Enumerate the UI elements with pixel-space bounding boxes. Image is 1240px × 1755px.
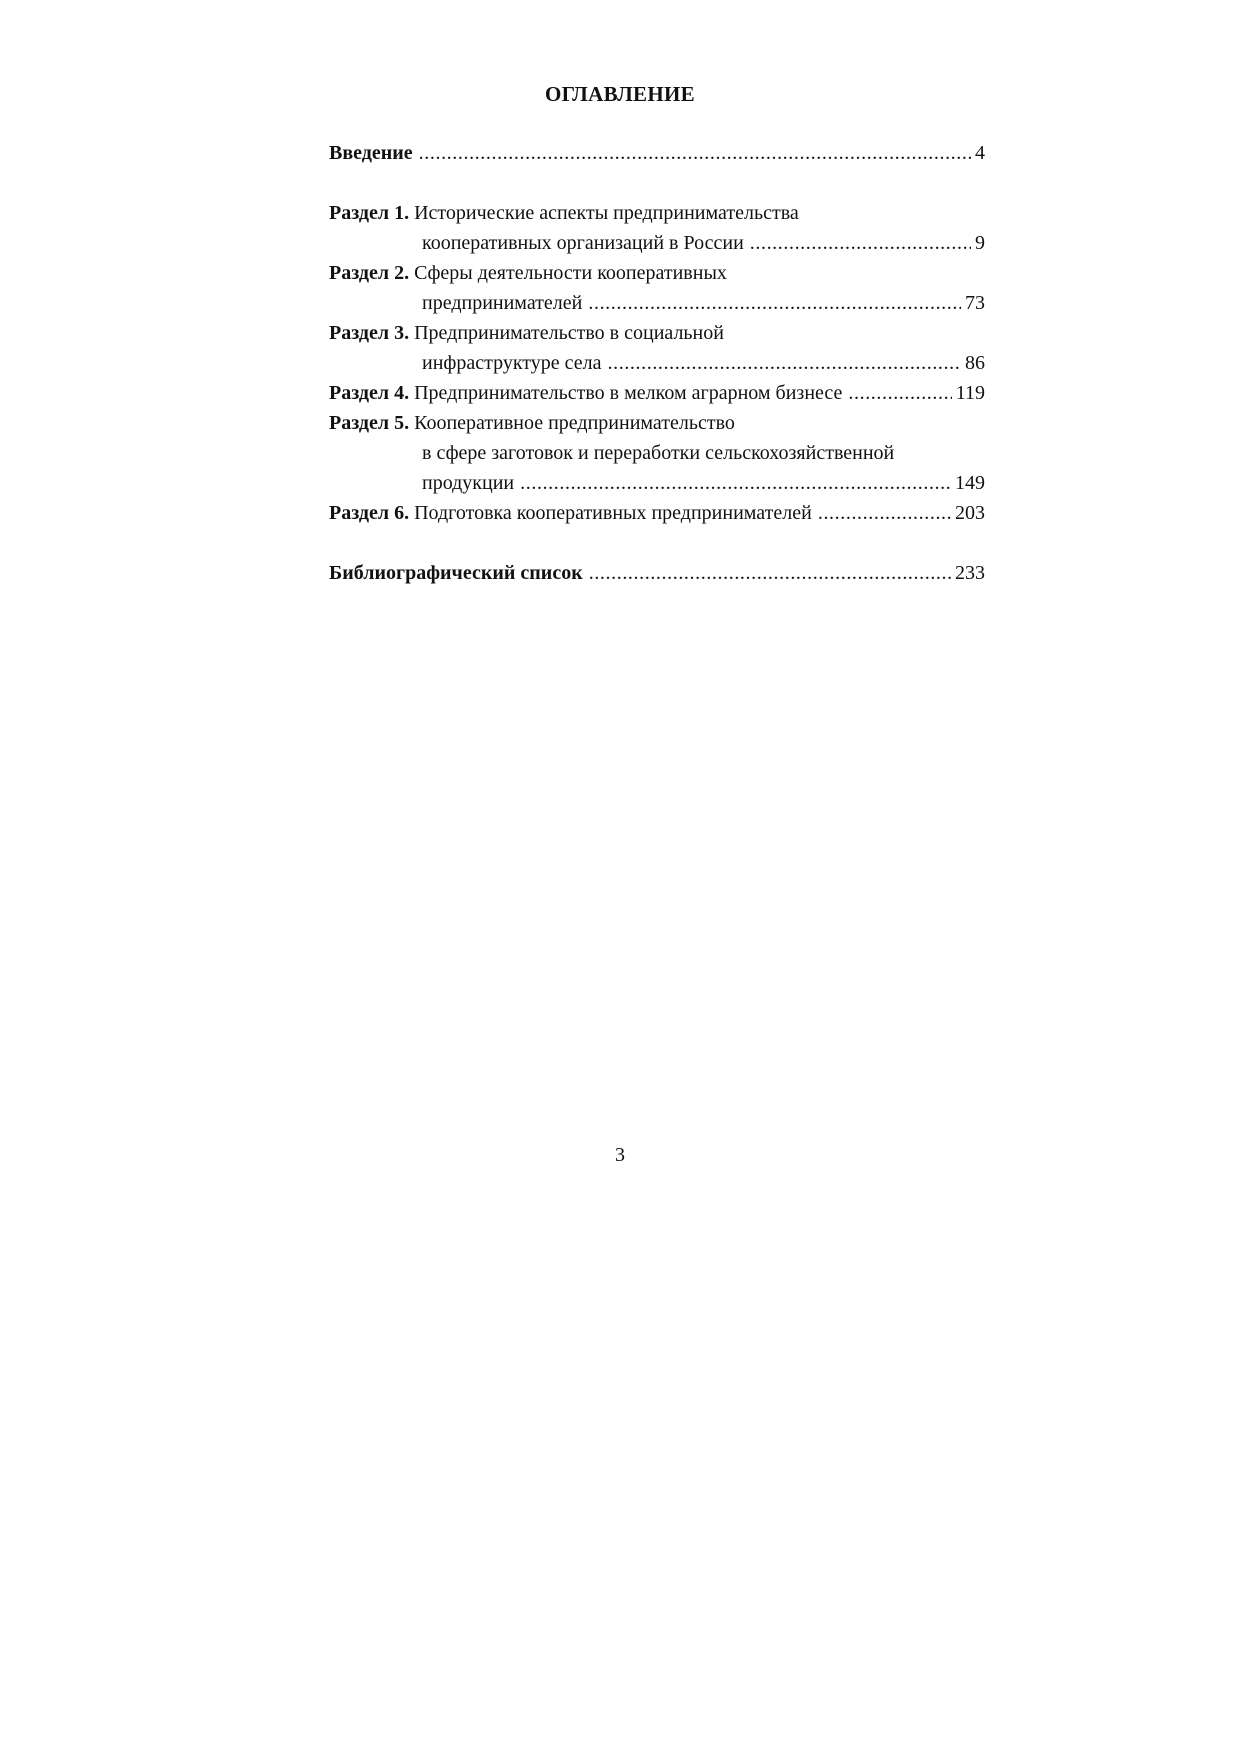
toc-entry-section-5[interactable] <box>329 408 985 498</box>
toc-page-number: 4 <box>975 142 985 164</box>
toc-entry-title: Подготовка кооперативных предпринимателей <box>414 502 812 524</box>
toc-entry-section-2[interactable] <box>329 258 985 318</box>
page-title: ОГЛАВЛЕНИЕ <box>545 82 695 106</box>
leader-dots <box>848 378 951 408</box>
leader-dots <box>588 288 961 318</box>
toc-entry-section-3[interactable] <box>329 318 985 378</box>
toc-entry-title-cont: продукции <box>422 472 515 494</box>
toc-entry-section-1[interactable] <box>329 198 985 258</box>
leader-dots <box>419 138 971 168</box>
toc-entry-label: Раздел 1. <box>329 202 410 224</box>
leader-dots <box>589 558 951 588</box>
toc-entry-label: Раздел 5. <box>329 412 410 434</box>
leader-dots <box>818 498 951 528</box>
toc-entry-title-cont: предпринимателей <box>422 292 583 314</box>
toc-entry-title: Исторические аспекты предпринимательства <box>414 202 799 224</box>
toc-page-number: 73 <box>965 292 985 314</box>
table-of-contents <box>329 138 985 588</box>
toc-entry-label: Раздел 6. <box>329 502 410 524</box>
toc-entry-label: Раздел 3. <box>329 322 410 344</box>
toc-page-number: 9 <box>975 232 985 254</box>
toc-entry-label: Введение <box>329 142 413 164</box>
toc-page-number: 203 <box>955 502 985 524</box>
toc-entry-section-6[interactable] <box>329 498 985 528</box>
page-number: 3 <box>615 1144 625 1166</box>
toc-entry-label: Библиографический список <box>329 562 583 584</box>
toc-entry-title: Предпринимательство в мелком аграрном бизнесе <box>414 382 843 404</box>
leader-dots <box>608 348 961 378</box>
toc-entry-title-cont: кооперативных организаций в России <box>422 232 744 254</box>
toc-page-number: 233 <box>955 562 985 584</box>
toc-entry-title-cont: инфраструктуре села <box>422 352 602 374</box>
toc-page-number: 86 <box>965 352 985 374</box>
toc-entry-bibliography[interactable] <box>329 558 985 588</box>
toc-entry-label: Раздел 2. <box>329 262 410 284</box>
leader-dots <box>520 468 951 498</box>
toc-entry-intro[interactable] <box>329 138 985 168</box>
toc-entry-label: Раздел 4. <box>329 382 410 404</box>
toc-entry-title: Сферы деятельности кооперативных <box>414 262 727 284</box>
toc-entry-title: Предпринимательство в социальной <box>414 322 724 344</box>
toc-entry-title: Кооперативное предпринимательство <box>414 412 735 434</box>
toc-page-number: 149 <box>955 472 985 494</box>
toc-entry-section-4[interactable] <box>329 378 985 408</box>
toc-entry-title-cont: в сфере заготовок и переработки сельскохозяйственной <box>422 442 895 464</box>
leader-dots <box>750 228 971 258</box>
toc-page-number: 119 <box>955 382 985 404</box>
